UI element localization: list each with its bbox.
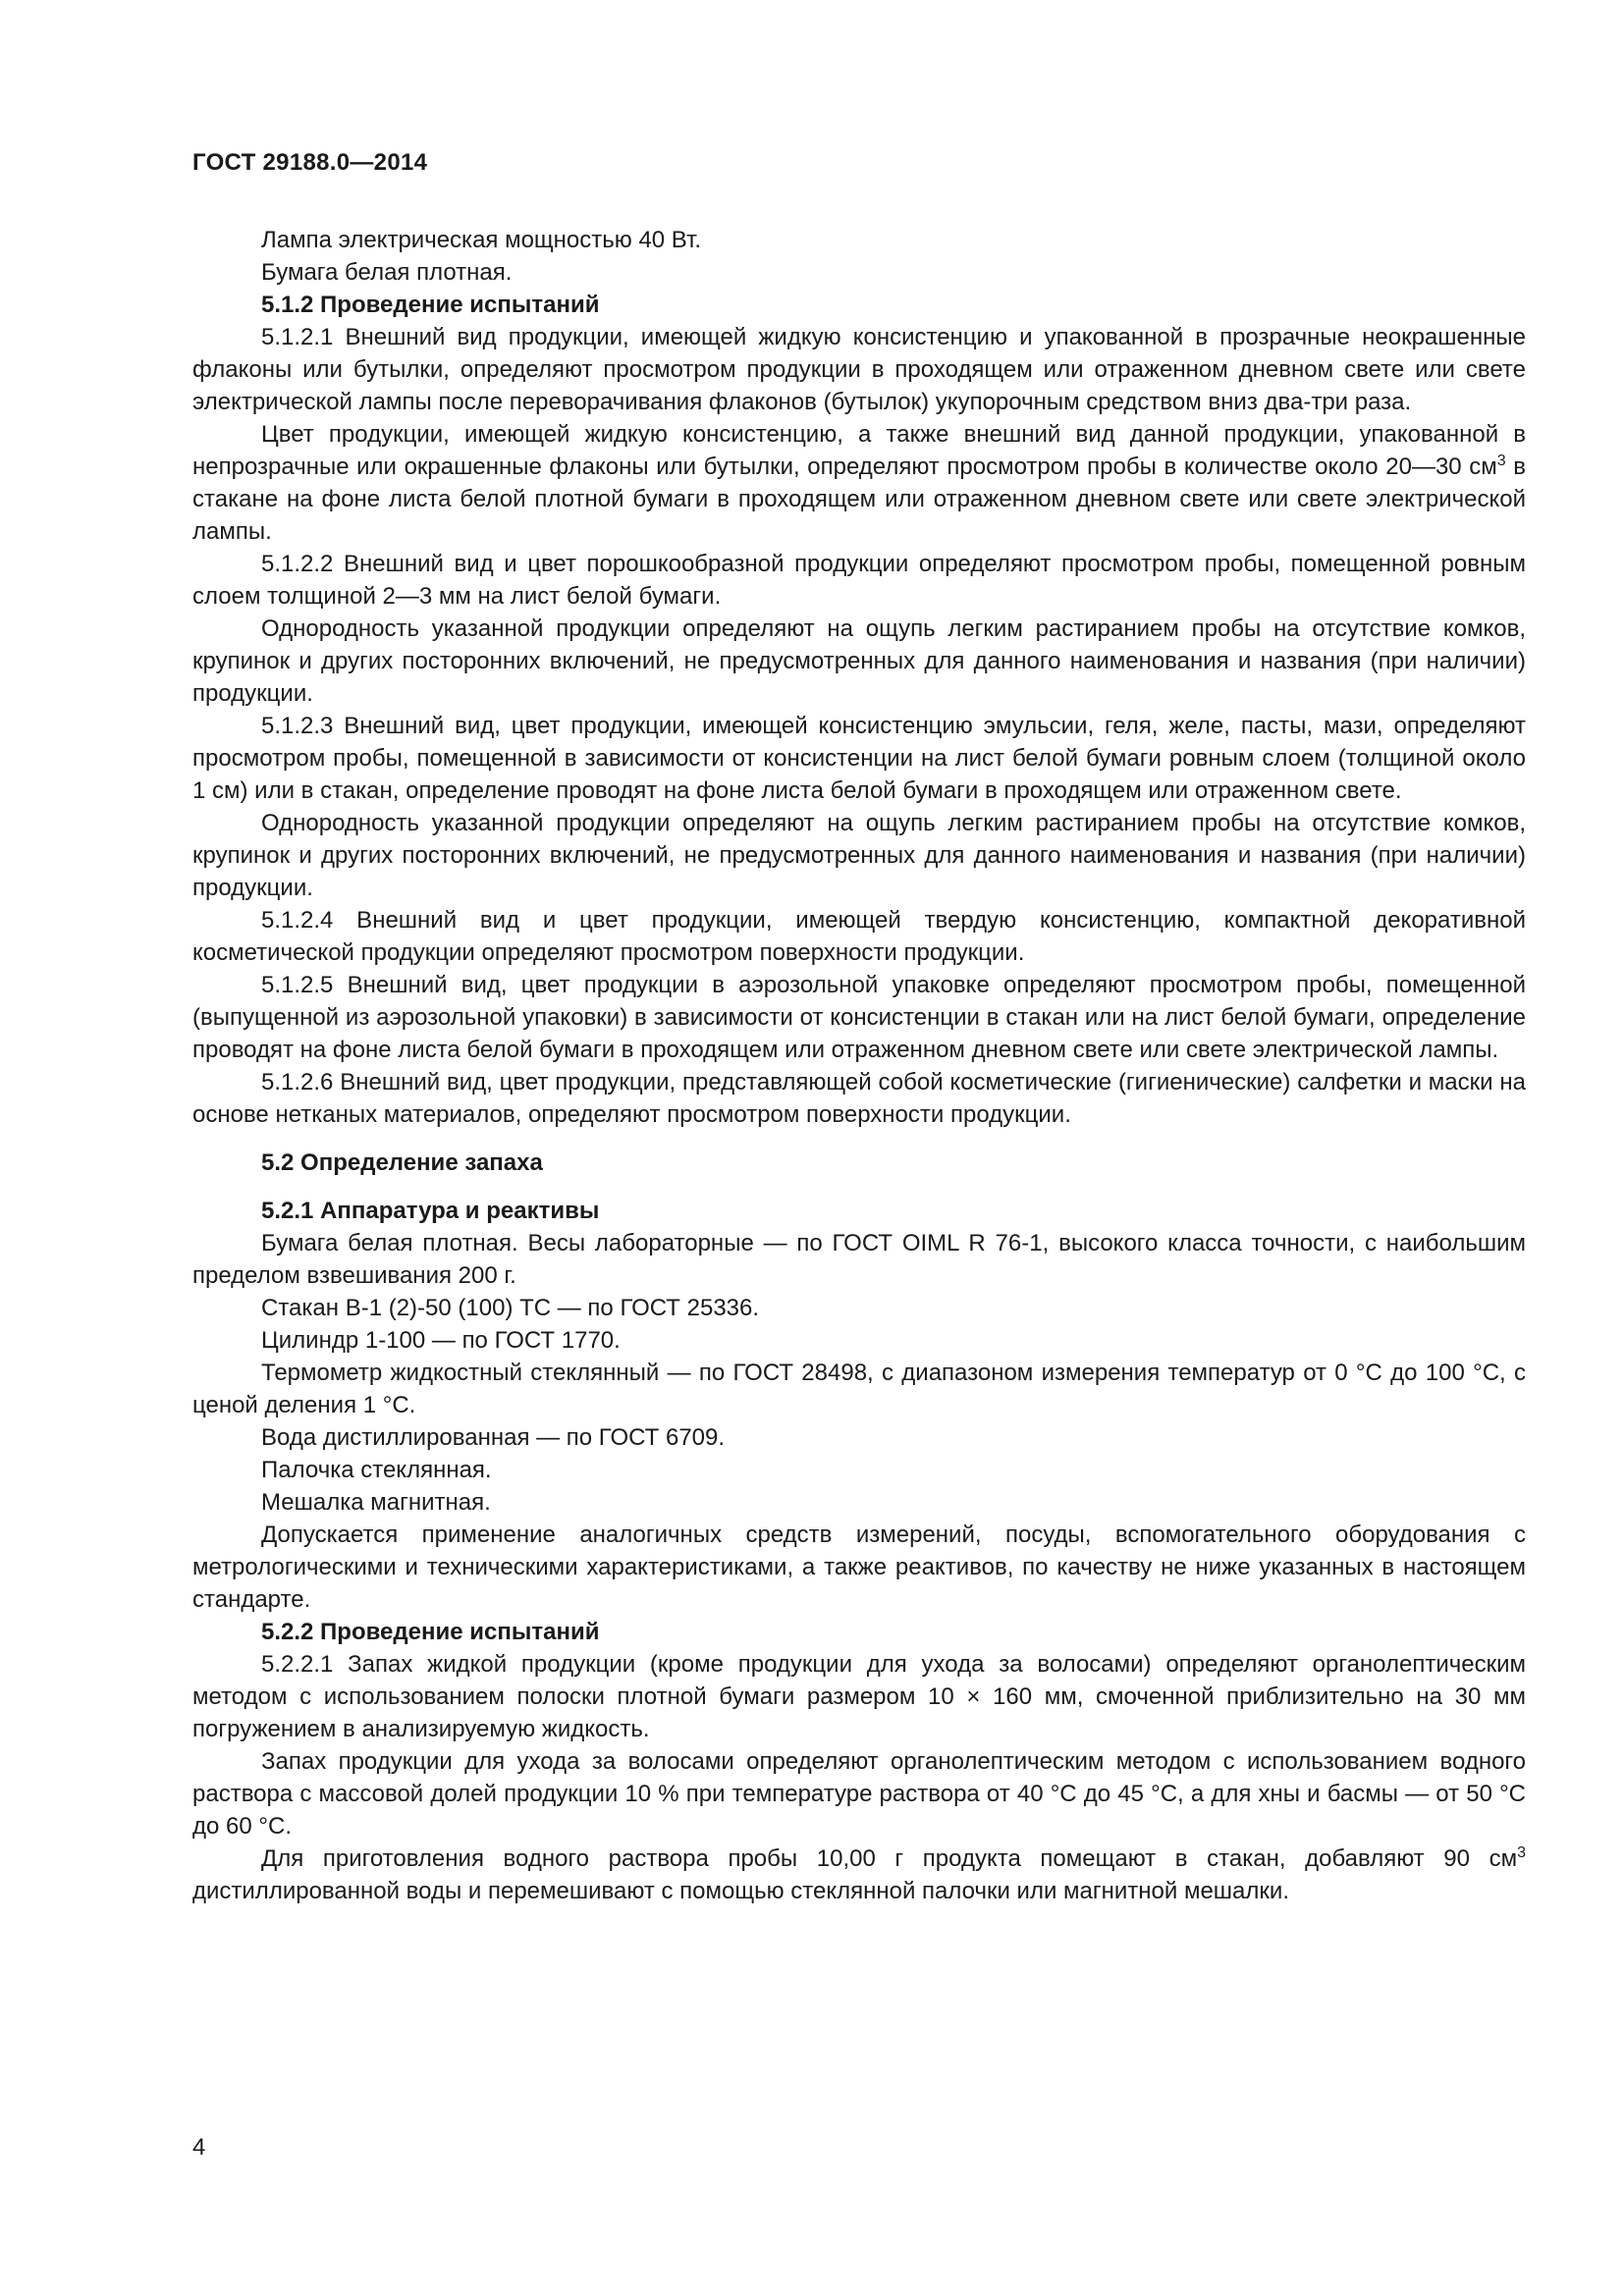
- paragraph: Цилиндр 1-100 — по ГОСТ 1770.: [261, 1327, 621, 1354]
- paragraph: 5.1.2.1 Внешний вид продукции, имеющей жидкую консистенцию и упакованной в прозрачные неокрашенные флаконы или бутылки, определяют просмотром продукции в проходящем или отраженном дневном свете или свете электрической лампы после переворачивания флаконов (бутылок) укупорочным средством вниз два-три раза.: [192, 324, 1526, 415]
- paragraph: Однородность указанной продукции определяют на ощупь легким растиранием пробы на отсутствие комков, крупинок и других посторонних включений, не предусмотренных для данного наименования и названия (при наличии) продукции.: [192, 810, 1526, 901]
- paragraph: Однородность указанной продукции определяют на ощупь легким растиранием пробы на отсутствие комков, крупинок и других посторонних включений, не предусмотренных для данного наименования и названия (при наличии) продукции.: [192, 615, 1526, 707]
- paragraph: Вода дистиллированная — по ГОСТ 6709.: [261, 1424, 726, 1451]
- paragraph: Для приготовления водного раствора пробы 10,00 г продукта помещают в стакан, добавляют 90 $см^3$ дистиллированной воды и перемешивают с помощью стеклянной палочки или магнитной мешалки.: [192, 1844, 1526, 1904]
- paragraph: Мешалка магнитная.: [261, 1489, 491, 1516]
- paragraph: Допускается применение аналогичных средств измерений, посуды, вспомогательного оборудования с метрологическими и техническими характеристиками, а также реактивов, по качеству не ниже указанных в настоящем стандарте.: [192, 1522, 1526, 1613]
- paragraph: Запах продукции для ухода за волосами определяют органолептическим методом с использованием водного раствора с массовой долей продукции 10 % при температуре раствора от 40 °С до 45 °С, а для хны и басмы — от 50 °С до 60 °С.: [192, 1748, 1526, 1840]
- paragraph: 5.1.2.2 Внешний вид и цвет порошкообразной продукции определяют просмотром пробы, помещенной ровным слоем толщиной 2—3 мм на лист белой бумаги.: [192, 551, 1526, 610]
- paragraph: 5.1.2.5 Внешний вид, цвет продукции в аэрозольной упаковке определяют просмотром пробы, помещенной (выпущенной из аэрозольной упаковки) в зависимости от консистенции в стакан или на лист белой бумаги, определение проводят на фоне листа белой бумаги в проходящем или отраженном дневном свете или свете электрической лампы.: [192, 972, 1526, 1063]
- section-heading: 5.2.1 Аппаратура и реактивы: [261, 1198, 600, 1224]
- superscript: 3: [1496, 453, 1506, 469]
- paragraph: Стакан В-1 (2)-50 (100) ТС — по ГОСТ 25336.: [261, 1295, 760, 1321]
- section-heading: 5.1.2 Проведение испытаний: [261, 292, 600, 318]
- paragraph: 5.1.2.6 Внешний вид, цвет продукции, представляющей собой косметические (гигиенические) салфетки и маски на основе нетканых материалов, определяют просмотром поверхности продукции.: [192, 1069, 1526, 1128]
- paragraph: Лампа электрическая мощностью 40 Вт.: [261, 227, 702, 253]
- paragraph: Палочка стеклянная.: [261, 1457, 492, 1483]
- page-number: 4: [192, 2134, 206, 2161]
- paragraph: Термометр жидкостный стеклянный — по ГОСТ 28498, с диапазоном измерения температур от 0 °С до 100 °С, с ценой деления 1 °С.: [192, 1360, 1526, 1418]
- section-heading: 5.2 Определение запаха: [261, 1149, 543, 1176]
- paragraph: Бумага белая плотная. Весы лабораторные — по ГОСТ OIML R 76-1, высокого класса точности, с наибольшим пределом взвешивания 200 г.: [192, 1230, 1526, 1289]
- paragraph: Бумага белая плотная.: [261, 259, 513, 286]
- superscript: 3: [1517, 1844, 1526, 1861]
- document-header: ГОСТ 29188.0—2014: [192, 149, 428, 176]
- paragraph: 5.1.2.4 Внешний вид и цвет продукции, имеющей твердую консистенцию, компактной декоративной косметической продукции определяют просмотром поверхности продукции.: [192, 907, 1526, 966]
- document-body: [192, 224, 1526, 1907]
- paragraph: 5.2.2.1 Запах жидкой продукции (кроме продукции для ухода за волосами) определяют органолептическим методом с использованием полоски плотной бумаги размером 10 × 160 мм, смоченной приблизительно на 30 мм погружением в анализируемую жидкость.: [192, 1651, 1526, 1742]
- section-heading: 5.2.2 Проведение испытаний: [261, 1619, 600, 1645]
- paragraph: Цвет продукции, имеющей жидкую консистенцию, а также внешний вид данной продукции, упакованной в непрозрачные или окрашенные флаконы или бутылки, определяют просмотром пробы в количестве около 20—30 $см^3$ в стакане на фоне листа белой плотной бумаги в проходящем или отраженном дневном свете или свете электрической лампы.: [192, 421, 1527, 545]
- paragraph: 5.1.2.3 Внешний вид, цвет продукции, имеющей консистенцию эмульсии, геля, желе, пасты, мази, определяют просмотром пробы, помещенной в зависимости от консистенции на лист белой бумаги ровным слоем (толщиной около 1 см) или в стакан, определение проводят на фоне листа белой бумаги в проходящем или отраженном свете.: [192, 713, 1526, 804]
